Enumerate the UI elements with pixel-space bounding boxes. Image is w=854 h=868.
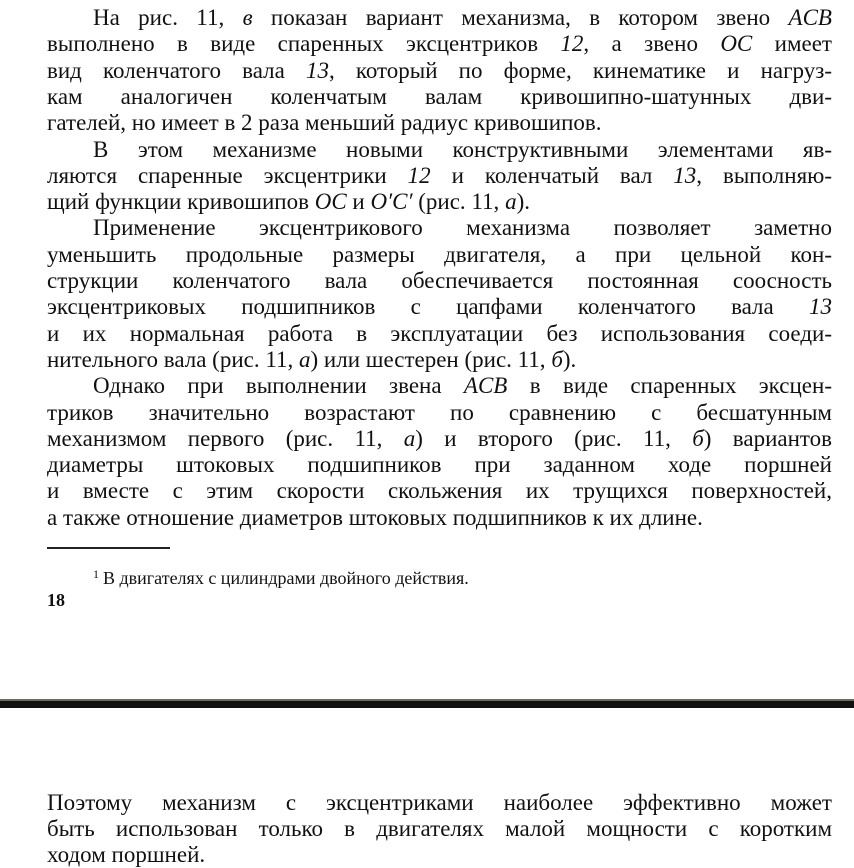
text-run: Поэтому механизм с эксцентриками наиболее эффективно может bbox=[47, 790, 832, 815]
text-run: имеет bbox=[752, 31, 832, 57]
text-line bbox=[47, 110, 832, 136]
text-line bbox=[93, 373, 832, 399]
text-run: Однако при выполнении звена bbox=[93, 373, 464, 399]
page-number: 18 bbox=[47, 590, 65, 610]
text-line bbox=[47, 347, 832, 373]
text-line bbox=[47, 31, 832, 57]
italic-text: в bbox=[242, 5, 253, 30]
text-run: и коленчатый вал bbox=[430, 162, 674, 188]
text-run: в виде спаренных эксцен- bbox=[507, 373, 832, 399]
footnote-mark: 1 bbox=[93, 567, 99, 581]
text-run: ). bbox=[562, 346, 577, 372]
text-line bbox=[93, 215, 832, 241]
text-run: выполнено в виде спаренных эксцентриков bbox=[47, 31, 561, 57]
text-run: Применение эксцентрикового механизма позволяет заметно bbox=[93, 215, 832, 241]
page-separator bbox=[0, 699, 854, 708]
text-run: механизмом первого (рис. 11, bbox=[47, 425, 404, 451]
italic-text: 12 bbox=[407, 162, 431, 188]
text-run: и их нормальная работа в эксплуатации без использования соеди- bbox=[47, 320, 832, 346]
text-line bbox=[47, 478, 832, 504]
text-run: струкции коленчатого вала обеспечивается постоянная соосность bbox=[47, 268, 832, 293]
italic-text: 13 bbox=[809, 294, 832, 320]
footnote-divider bbox=[47, 547, 170, 549]
text-run: быть использован только в двигателях малой мощности с коротким bbox=[47, 816, 832, 841]
text-run: На рис. 11, bbox=[93, 5, 243, 30]
text-run: щий функции кривошипов bbox=[47, 189, 315, 215]
text-line bbox=[47, 242, 832, 268]
text-run: ходом поршней. bbox=[47, 842, 206, 867]
footnote bbox=[93, 562, 469, 590]
text-line bbox=[47, 452, 832, 478]
italic-text: 13 bbox=[305, 57, 329, 83]
italic-text: 12 bbox=[560, 31, 584, 57]
text-run: нительного вала (рис. 11, bbox=[47, 346, 299, 372]
text-line bbox=[47, 321, 832, 347]
text-run: , выполняю- bbox=[696, 162, 832, 188]
text-run: кам аналогичен коленчатым валам кривошипно-шатунных дви- bbox=[47, 83, 832, 109]
italic-text: O′C′ bbox=[370, 189, 413, 215]
italic-text: OC bbox=[314, 189, 347, 215]
italic-text: б bbox=[692, 425, 704, 451]
text-run: а также отношение диаметров штоковых подшипников к их длине. bbox=[47, 504, 703, 530]
italic-text: а bbox=[505, 189, 517, 215]
text-run: ). bbox=[516, 189, 530, 215]
text-run: эксцентриковых подшипников с цапфами коленчатого вала bbox=[47, 294, 809, 320]
text-run: , а звено bbox=[583, 31, 721, 57]
text-run: , который по форме, кинематике и нагруз- bbox=[328, 57, 832, 83]
text-line bbox=[47, 84, 832, 110]
italic-text: а bbox=[403, 425, 416, 451]
footnote-text: В двигателях с цилиндрами двойного действия. bbox=[103, 568, 469, 588]
text-run: В этом механизме новыми конструктивными элементами яв- bbox=[93, 136, 832, 162]
text-line bbox=[47, 400, 832, 426]
text-line bbox=[47, 426, 832, 452]
text-run: и вместе с этим скорости скольжения их трущихся поверхностей, bbox=[47, 478, 832, 504]
text-line bbox=[47, 268, 832, 294]
text-run: диаметры штоковых подшипников при заданном ходе поршней bbox=[47, 452, 832, 478]
text-run: показан вариант механизма, в котором звено bbox=[252, 5, 789, 30]
italic-text: ACB bbox=[788, 5, 832, 30]
text-run: и bbox=[346, 189, 371, 215]
text-line bbox=[47, 294, 832, 320]
text-line bbox=[93, 137, 832, 163]
text-line bbox=[47, 189, 832, 215]
text-line bbox=[47, 163, 832, 189]
text-run: ) и второго (рис. 11, bbox=[415, 425, 693, 451]
text-run: (рис. 11, bbox=[412, 189, 506, 215]
text-run: ляются спаренные эксцентрики bbox=[47, 162, 408, 188]
italic-text: ACB bbox=[463, 373, 508, 399]
text-line bbox=[47, 816, 832, 842]
text-line bbox=[47, 842, 832, 868]
text-line bbox=[47, 505, 832, 531]
text-line bbox=[93, 5, 832, 31]
italic-text: 13 bbox=[673, 162, 697, 188]
text-run: уменьшить продольные размеры двигателя, а при цельной кон- bbox=[47, 241, 832, 267]
italic-text: OC bbox=[720, 31, 753, 57]
text-line bbox=[47, 790, 832, 816]
text-run: ) или шестерен (рис. 11, bbox=[310, 346, 552, 372]
text-run: триков значительно возрастают по сравнению с бесшатунным bbox=[47, 399, 832, 425]
text-run: вид коленчатого вала bbox=[47, 57, 306, 83]
text-run: гателей, но имеет в 2 раза меньший радиус кривошипов. bbox=[47, 110, 602, 136]
text-run: ) вариантов bbox=[703, 425, 833, 451]
text-line bbox=[47, 58, 832, 84]
italic-text: а bbox=[299, 346, 311, 372]
italic-text: б bbox=[551, 346, 563, 372]
